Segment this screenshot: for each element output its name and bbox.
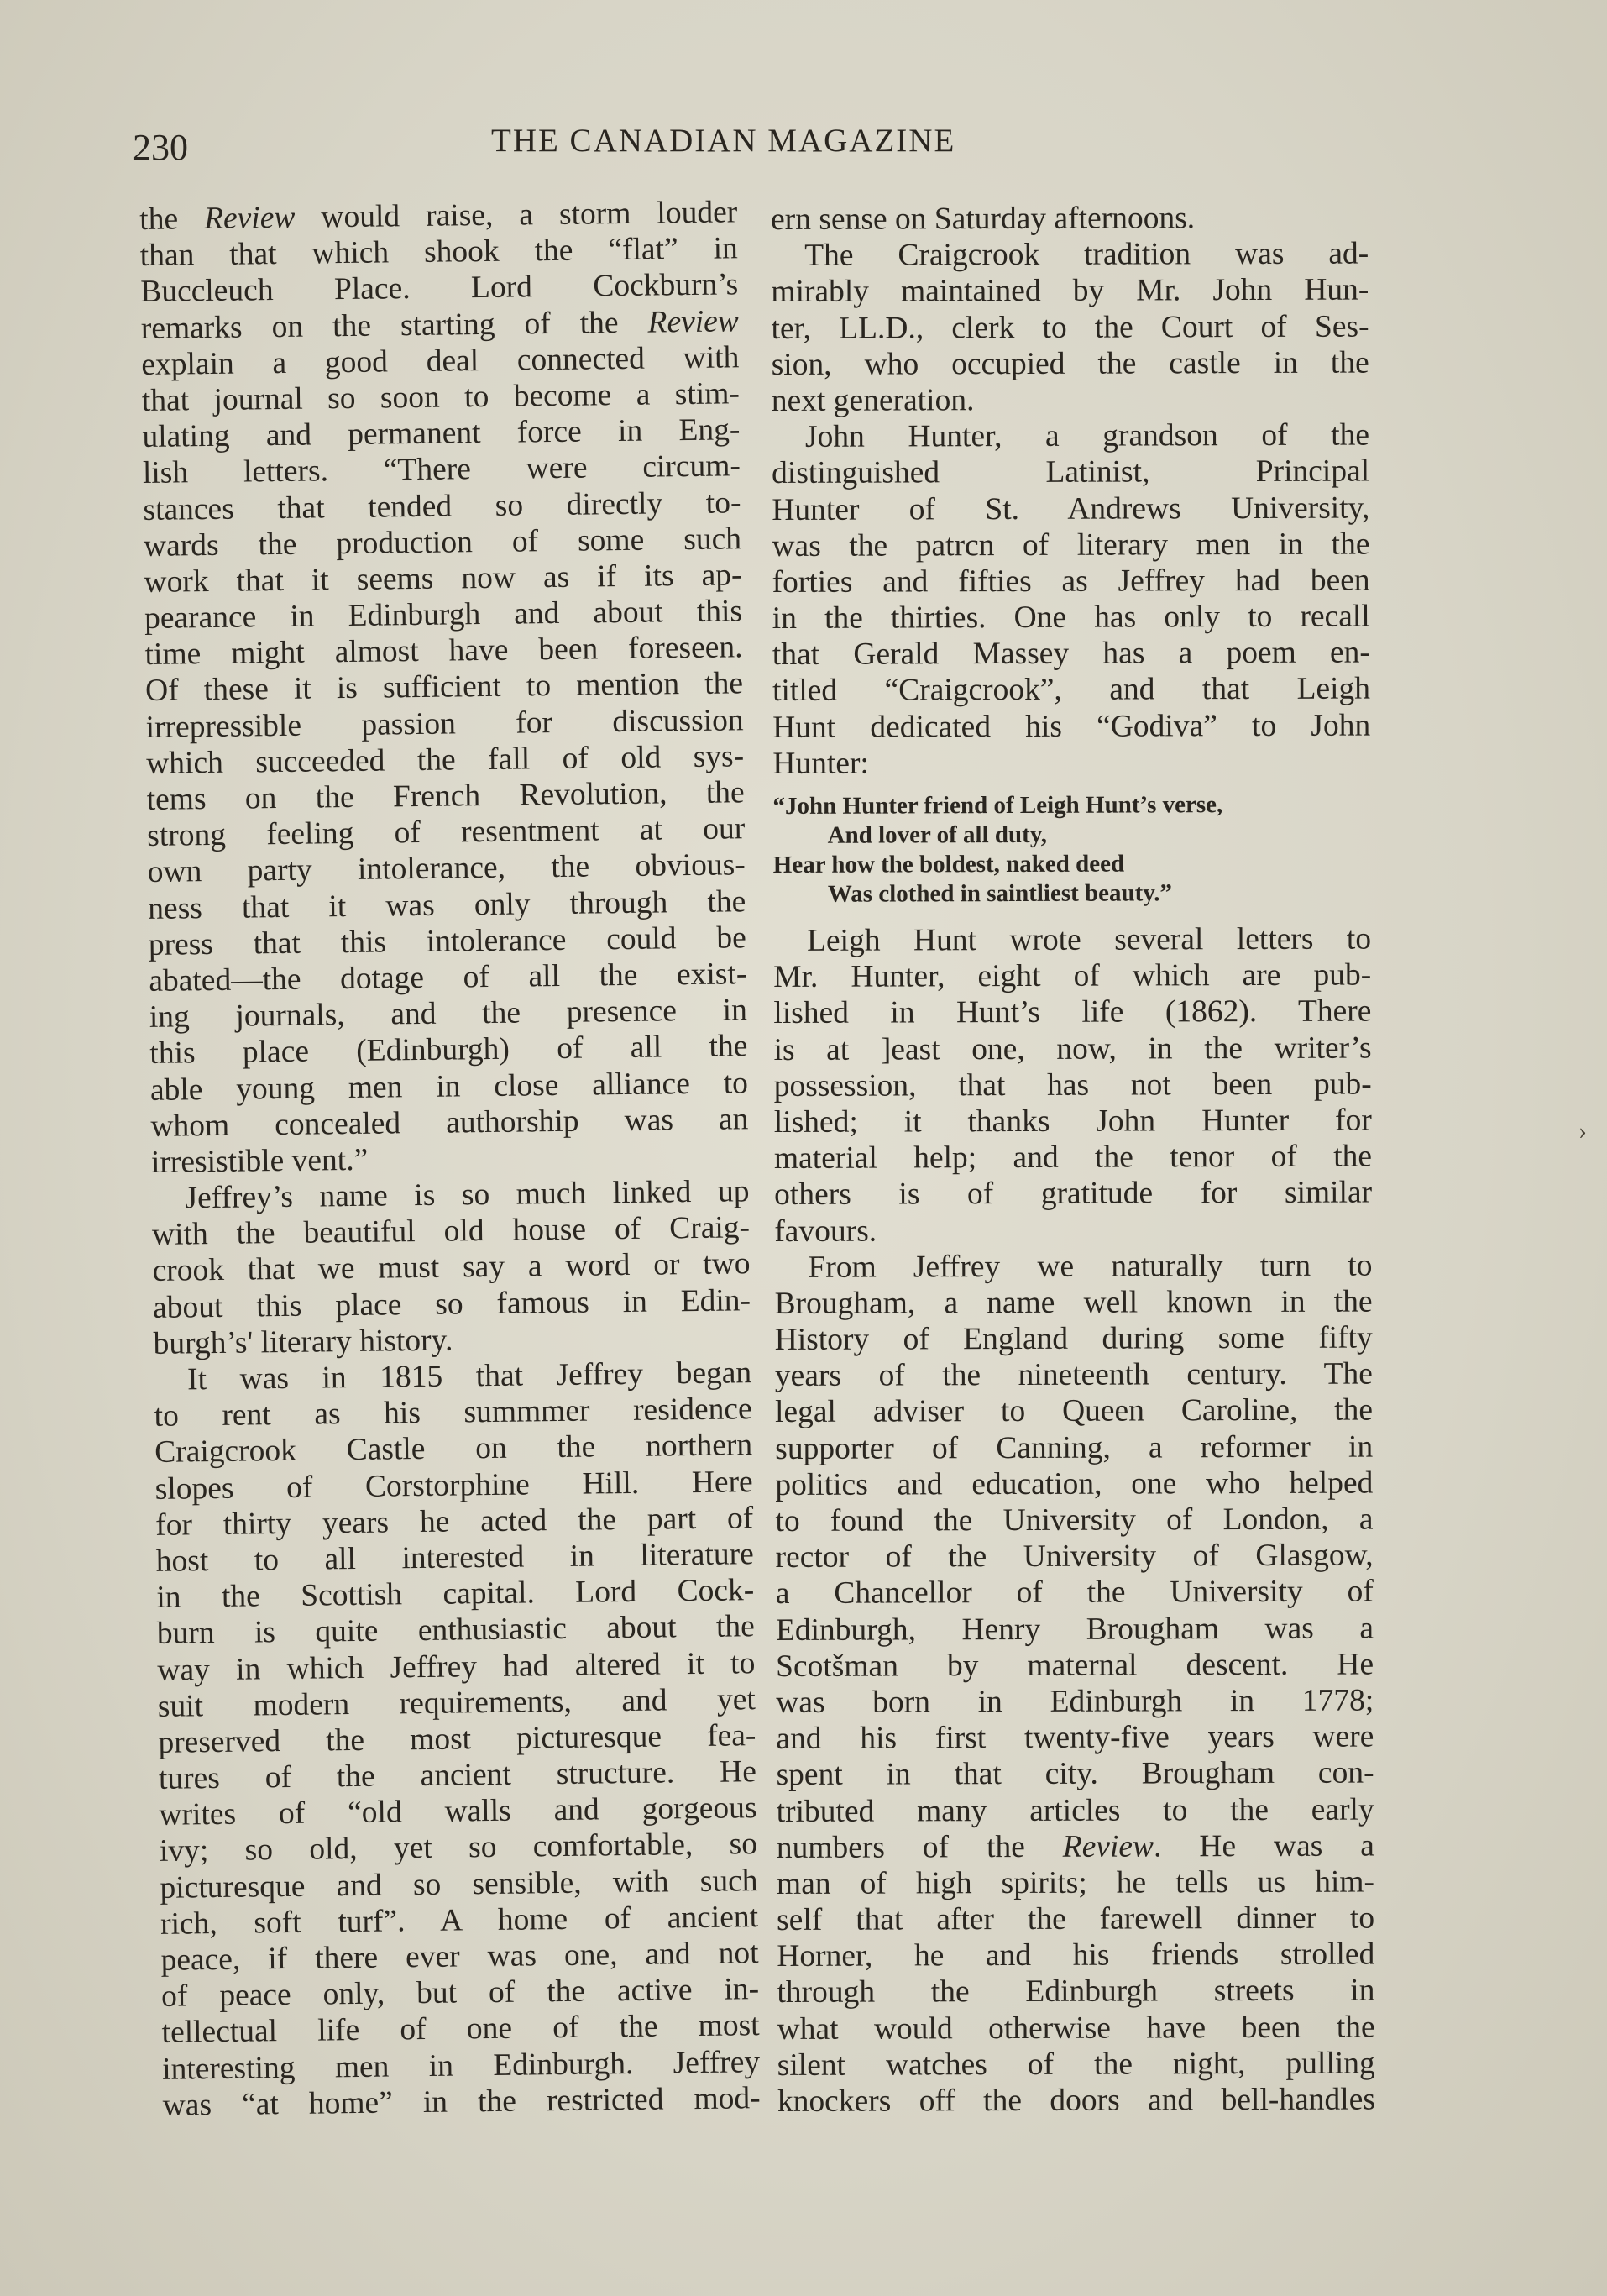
text-line: way in which Jeffrey had altered it to [157, 1645, 756, 1688]
text-line: with the beautiful old house of Craig- [151, 1210, 751, 1253]
text-line: politics and education, one who helped [775, 1465, 1374, 1502]
text-line: interesting men in Edinburgh. Jeffrey [161, 2044, 761, 2087]
text-line: mirably maintained by Mr. John Hun- [771, 272, 1369, 310]
text-line: ness that it was only through the [148, 883, 746, 926]
text-line: Brougham, a name well known in the [774, 1284, 1373, 1321]
text-line: irresistible vent.” [150, 1142, 369, 1180]
text-line: was the patrcn of literary men in the [772, 527, 1370, 564]
text-line: Hunter of St. Andrews University, [772, 490, 1370, 527]
margin-mark: › [1578, 1117, 1587, 1145]
text-line: material help; and the tenor of the [773, 1139, 1373, 1177]
text-line: tributed many articles to the early [776, 1792, 1374, 1829]
text-line: crook that we must say a word or two [152, 1246, 751, 1289]
text-line: which succeeded the fall of old sys- [145, 739, 745, 781]
text-line: to rent as his summmer residence [154, 1392, 752, 1434]
text-line: Of these it is sufficient to mention the [144, 666, 744, 709]
text-line: through the Edinburgh streets in [777, 1973, 1375, 2010]
text-line: others is of gratitude for similar [774, 1175, 1373, 1213]
text-line: Horner, he and his friends strolled [777, 1937, 1375, 1974]
text-line: Mr. Hunter, eight of which are pub- [773, 957, 1372, 995]
text-line: supporter of Canning, a reformer in [775, 1429, 1374, 1466]
text-line: was born in Edinburgh in 1778; [776, 1683, 1374, 1720]
text-line: in the Scottish capital. Lord Cock- [156, 1573, 755, 1615]
text-line: host to all interested in literature [155, 1537, 754, 1579]
running-title: THE CANADIAN MAGAZINE [491, 123, 956, 159]
text-line: own party intolerance, the obvious- [147, 847, 746, 890]
poem-quotation [772, 790, 1370, 909]
text-line: burn is quite enthusiastic about the [156, 1609, 756, 1652]
text-line: numbers of the Review. He was a [776, 1828, 1374, 1865]
text-line: Jeffrey’s name is so much linked up [185, 1174, 750, 1216]
text-line: wards the production of some such [143, 521, 742, 564]
text-line: able young men in close alliance to [149, 1065, 749, 1108]
text-line: picturesque and so sensible, with such [160, 1863, 758, 1905]
text-line: years of the nineteenth century. The [774, 1356, 1373, 1394]
text-line: is at ]east one, now, in the writer’s [773, 1030, 1372, 1067]
text-line: Scotšman by maternal descent. He [776, 1647, 1374, 1684]
text-line: ter, LL.D., clerk to the Court of Ses- [771, 309, 1369, 346]
text-line: History of England during some fifty [774, 1320, 1373, 1358]
text-line: tems on the French Revolution, the [146, 775, 745, 817]
right-column-top [771, 200, 1370, 782]
text-line: self that after the farewell dinner to [777, 1900, 1375, 1938]
text-line: Edinburgh, Henry Brougham was a [775, 1611, 1374, 1648]
text-line: ulating and permanent force in Eng- [142, 412, 741, 455]
text-line: burgh’s' literary history. [153, 1323, 453, 1361]
poem-line: Hear how the boldest, naked deed [772, 850, 1125, 878]
text-line: From Jeffrey we naturally turn to [808, 1248, 1373, 1285]
text-line: irrepressible passion for discussion [145, 702, 744, 745]
text-line: that Gerald Massey has a poem en- [772, 635, 1370, 673]
text-line: was “at home” in the restricted mod- [162, 2080, 761, 2123]
text-line: silent watches of the night, pulling [777, 2046, 1375, 2083]
text-line: press that this intolerance could be [148, 920, 747, 962]
text-line: John Hunter, a grandson of the [804, 417, 1370, 454]
text-line: the Review would raise, a storm louder [139, 195, 738, 237]
text-line: whom concealed authorship was an [150, 1101, 749, 1144]
text-line: for thirty years he acted the part of [155, 1500, 754, 1543]
text-line: slopes of Corstorphine Hill. Here [154, 1464, 753, 1507]
text-line: about this place so famous in Edin- [152, 1282, 751, 1325]
right-column-bottom [773, 921, 1375, 2120]
text-line: a Chancellor of the University of [775, 1574, 1374, 1612]
text-line: work that it seems now as if its ap- [144, 558, 742, 600]
text-line: this place (Edinburgh) of all the [149, 1029, 748, 1072]
text-line: writes of “old walls and gorgeous [159, 1790, 757, 1833]
poem-line: And lover of all duty, [827, 820, 1048, 849]
text-line: preserved the most picturesque fea- [158, 1718, 756, 1760]
text-line: possession, that has not been pub- [773, 1067, 1372, 1103]
text-line: man of high spirits; he tells us him- [776, 1864, 1375, 1901]
text-line: legal adviser to Queen Caroline, the [774, 1392, 1374, 1430]
text-line: forties and fifties as Jeffrey had been [772, 563, 1370, 600]
poem-line: Was clothed in saintliest beauty.” [827, 879, 1173, 908]
text-line: lish letters. “There were circum- [142, 448, 741, 491]
text-line: Leigh Hunt wrote several letters to [807, 921, 1372, 958]
text-line: strong feeling of resentment at our [146, 811, 746, 854]
text-line: to found the University of London, a [775, 1502, 1374, 1539]
text-line: knockers off the doors and bell-handles [777, 2082, 1375, 2119]
text-line: lished in Hunt’s life (1862). There [773, 993, 1372, 1031]
text-line: next generation. [771, 383, 975, 418]
text-line: than that which shook the “flat” in [139, 231, 738, 274]
text-line: tures of the ancient structure. He [158, 1754, 757, 1796]
text-line: explain a good deal connected with [141, 340, 740, 382]
text-line: in the thirties. One has only to recall [772, 599, 1370, 637]
text-line: distinguished Latinist, Principal [772, 453, 1370, 491]
text-line: ern sense on Saturday afternoons. [771, 201, 1196, 237]
text-line: peace, if there ever was one, and not [160, 1936, 759, 1978]
text-line: favours. [774, 1214, 877, 1249]
text-line: lished; it thanks John Hunter for [773, 1103, 1372, 1140]
text-line: Craigcrook Castle on the northern [154, 1428, 753, 1470]
text-line: suit modern requirements, and yet [157, 1681, 756, 1724]
text-line: what would otherwise have been the [777, 2010, 1375, 2047]
text-line: rich, soft turf”. A home of ancient [160, 1899, 759, 1942]
text-line: tellectual life of one of the most [161, 2008, 760, 2051]
page-number: 230 [133, 127, 188, 168]
text-line: Hunt dedicated his “Godiva” to John [772, 708, 1371, 745]
text-line: Hunter: [772, 746, 869, 781]
text-line: stances that tended so directly to- [143, 485, 741, 527]
text-line: that journal so soon to become a stim- [141, 376, 741, 418]
text-line: pearance in Edinburgh and about this [144, 594, 743, 637]
text-line: sion, who occupied the castle in the [771, 345, 1369, 382]
text-line: remarks on the starting of the Review [140, 303, 740, 346]
text-line: spent in that city. Brougham con- [776, 1755, 1374, 1793]
text-line: It was in 1815 that Jeffrey began [186, 1355, 752, 1397]
text-line: titled “Craigcrook”, and that Leigh [772, 671, 1371, 709]
text-line: The Craigcrook tradition was ad- [804, 236, 1369, 274]
left-column [139, 194, 761, 2123]
text-line: and his first twenty-five years were [776, 1719, 1374, 1757]
right-column [771, 200, 1375, 2120]
text-line: time might almost have been foreseen. [144, 630, 743, 673]
text-line: abated—the dotage of all the exist- [149, 957, 747, 999]
text-line: rector of the University of Glasgow, [775, 1538, 1374, 1575]
text-line: Buccleuch Place. Lord Cockburn’s [140, 267, 739, 310]
text-line: of peace only, but of the active in- [160, 1972, 760, 2015]
text-line: ing journals, and the presence in [149, 993, 748, 1035]
text-line: ivy; so old, yet so comfortable, so [159, 1827, 758, 1869]
poem-line: “John Hunter friend of Leigh Hunt’s verse, [772, 791, 1223, 820]
